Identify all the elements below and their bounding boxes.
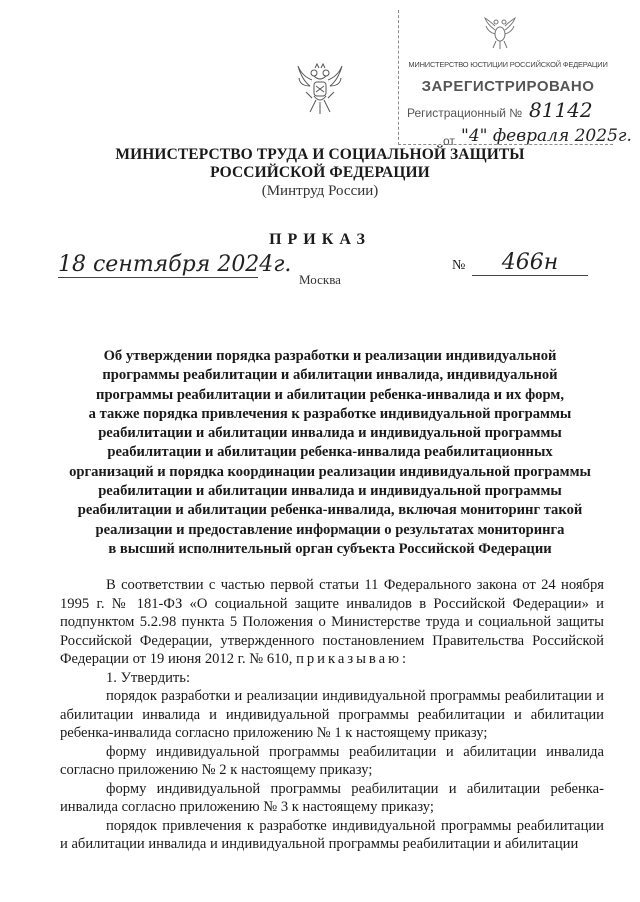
order-directive: приказываю: [296, 651, 410, 667]
title-line: программы реабилитации и абилитации ребенка-инвалида и их форм, [96, 386, 564, 403]
paragraph-form-adult: форму индивидуальной программы реабилитации и абилитации инвалида согласно приложению № 2 к настоящему приказу; [60, 743, 604, 778]
title-line: Об утверждении порядка разработки и реализации индивидуальной [103, 348, 557, 364]
ministry-name-line-1: МИНИСТЕРСТВО ТРУДА И СОЦИАЛЬНОЙ ЗАЩИТЫ [115, 146, 525, 163]
document-title [60, 347, 600, 559]
registration-stamp [398, 10, 632, 148]
paragraph-preamble [60, 576, 604, 669]
stamp-number-label: Регистрационный № [407, 106, 523, 120]
title-line: в высший исполнительный орган субъекта Российской Федерации [108, 540, 552, 557]
paragraph-approve-procedure: порядок разработки и реализации индивидуальной программы реабилитации и абилитации инвалида и индивидуальной программы реабилитации и абилитации ребенка-инвалида согласно приложению № 1 к настоящему приказу; [60, 688, 604, 741]
title-line: а также порядка привлечения к разработке индивидуальной программы [88, 405, 572, 422]
coat-of-arms-icon [296, 62, 344, 116]
eagle-emblem-icon [483, 14, 517, 52]
stamp-ministry: МИНИСТЕРСТВО ЮСТИЦИИ РОССИЙСКОЙ ФЕДЕРАЦИИ [408, 60, 608, 69]
order-city: Москва [299, 272, 341, 287]
order-number: 466н [472, 251, 588, 276]
preamble-text: В соответствии с частью первой статьи 11 Федерального закона от 24 ноября 1995 г. № 181-ФЗ «О социальной защите инвалидов в Российской Федерации» и подпунктом 5.2.98 пункта 5 Положения о Министерстве труда и социальной защиты Российской Федерации, утвержденного постановлением Правительства Российской Федерации от 19 июня 2012 г. № 610, [60, 577, 604, 667]
ministry-name-line-2: РОССИЙСКОЙ ФЕДЕРАЦИИ [210, 164, 430, 181]
paragraph-item-1: 1. Утвердить: [106, 669, 191, 686]
stamp-number: 81142 [529, 98, 593, 122]
stamp-registered: ЗАРЕГИСТРИРОВАНО [421, 78, 595, 95]
order-date: 18 сентября 2024г. [58, 252, 292, 277]
paragraph-form-child: форму индивидуальной программы реабилитации и абилитации ребенка-инвалида согласно приложению № 3 к настоящему приказу; [60, 780, 604, 815]
title-line: реабилитации и абилитации ребенка-инвалида, включая мониторинг такой [77, 502, 583, 519]
paragraph-involvement-procedure: порядок привлечения к разработке индивидуальной программы реабилитации и абилитации инвалида и индивидуальной программы реабилитации и абилитации [60, 817, 604, 852]
title-line: реабилитации и абилитации инвалида и индивидуальной программы [98, 483, 562, 500]
order-title: ПРИКАЗ [269, 231, 371, 248]
stamp-date-label: от [443, 134, 455, 148]
title-line: реализации и предоставление информации о результатах мониторинга [95, 521, 565, 538]
title-line: реабилитации и абилитации инвалида и индивидуальной программы [98, 425, 562, 442]
ministry-header [100, 146, 540, 201]
ministry-short-name: (Минтруд России) [261, 183, 379, 199]
title-line: организаций и порядка координации реализации индивидуальной программы [69, 463, 591, 480]
document-body [60, 576, 604, 854]
order-number-label: № [452, 258, 466, 273]
title-line: программы реабилитации и абилитации инвалида, индивидуальной [102, 367, 558, 384]
title-line: реабилитации и абилитации ребенка-инвалида реабилитационных [107, 444, 553, 461]
stamp-date: "4" февраля 2025г. [461, 126, 632, 146]
